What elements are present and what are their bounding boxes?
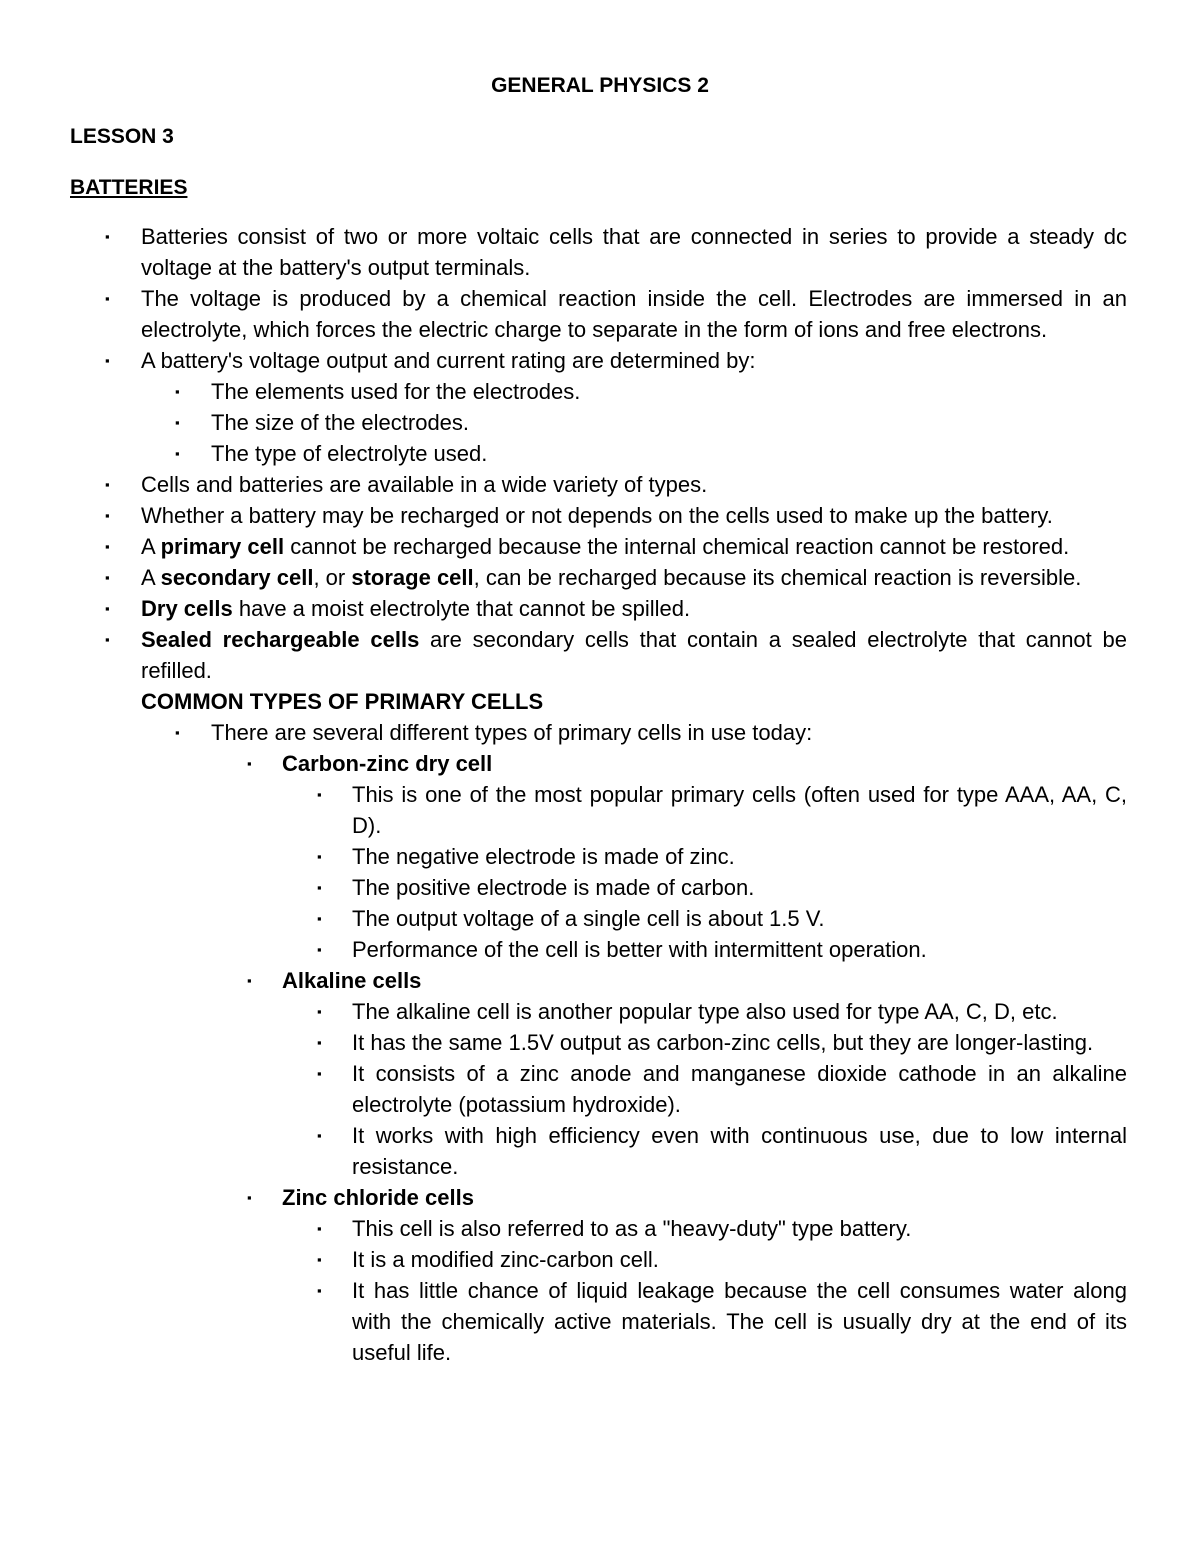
list-item (0, 1213, 1200, 1244)
item-text: The type of electrolyte used. (211, 441, 488, 466)
item-text: This cell is also referred to as a "heavy-duty" type battery. (352, 1216, 912, 1241)
list-item (0, 841, 1200, 872)
list-item (0, 438, 1200, 469)
item-text-part: are secondary cells that contain a sealed electrolyte that cannot be refilled. (141, 627, 1127, 683)
item-text: It has little chance of liquid leakage because the cell consumes water along with the chemically active materials. The cell is usually dry at the end of its useful life. (352, 1278, 1127, 1365)
item-text: The elements used for the electrodes. (211, 379, 581, 404)
list-item (0, 376, 1200, 407)
square-bullet-icon: ▪ (105, 353, 110, 368)
list-item (0, 872, 1200, 903)
square-bullet-icon: ▪ (105, 601, 110, 616)
section-heading: BATTERIES (70, 176, 188, 199)
item-text-part: cannot be recharged because the internal chemical reaction cannot be restored. (284, 534, 1070, 559)
item-text: The alkaline cell is another popular type also used for type AA, C, D, etc. (352, 999, 1058, 1024)
square-bullet-icon: ▪ (317, 1035, 322, 1050)
square-bullet-icon: ▪ (317, 849, 322, 864)
square-bullet-icon: ▪ (105, 291, 110, 306)
square-bullet-icon: ▪ (175, 446, 180, 461)
alkaline-title: Alkaline cells (282, 968, 422, 993)
storage-cell-term: storage cell (351, 565, 474, 590)
item-text: The output voltage of a single cell is about 1.5 V. (352, 906, 825, 931)
item-text: Whether a battery may be recharged or not depends on the cells used to make up the battery. (141, 503, 1053, 528)
square-bullet-icon: ▪ (247, 756, 252, 771)
square-bullet-icon: ▪ (317, 1004, 322, 1019)
square-bullet-icon: ▪ (317, 787, 322, 802)
list-item (0, 717, 1200, 748)
item-text-part: have a moist electrolyte that cannot be spilled. (232, 596, 691, 621)
list-item (0, 996, 1200, 1027)
square-bullet-icon: ▪ (175, 415, 180, 430)
list-item (0, 562, 1200, 593)
item-text: A battery's voltage output and current rating are determined by: (141, 348, 756, 373)
square-bullet-icon: ▪ (317, 1066, 322, 1081)
square-bullet-icon: ▪ (317, 1252, 322, 1267)
list-item (0, 469, 1200, 500)
item-text: It consists of a zinc anode and manganese dioxide cathode in an alkaline electrolyte (potassium hydroxide). (352, 1061, 1127, 1117)
secondary-cell-term: secondary cell (160, 565, 314, 590)
list-item (0, 500, 1200, 531)
item-text: The size of the electrodes. (211, 410, 470, 435)
list-item (0, 934, 1200, 965)
square-bullet-icon: ▪ (247, 973, 252, 988)
square-bullet-icon: ▪ (317, 911, 322, 926)
item-text-part: A (141, 534, 161, 559)
item-text: It has the same 1.5V output as carbon-zinc cells, but they are longer-lasting. (352, 1030, 1094, 1055)
carbon-zinc-title: Carbon-zinc dry cell (282, 751, 493, 776)
list-item (0, 1058, 1200, 1120)
item-text: Batteries consist of two or more voltaic cells that are connected in series to provide a steady dc voltage at the battery's output terminals. (141, 224, 1127, 280)
square-bullet-icon: ▪ (175, 725, 180, 740)
item-text: The voltage is produced by a chemical reaction inside the cell. Electrodes are immersed in an electrolyte, which forces the electric charge to separate in the form of ions and free electrons. (141, 286, 1127, 342)
square-bullet-icon: ▪ (105, 632, 110, 647)
square-bullet-icon: ▪ (105, 570, 110, 585)
item-text: The negative electrode is made of zinc. (352, 844, 735, 869)
document-body (0, 221, 1200, 1368)
subsection-title (0, 965, 1200, 996)
square-bullet-icon: ▪ (105, 477, 110, 492)
item-text: Cells and batteries are available in a wide variety of types. (141, 472, 708, 497)
zinc-chloride-title: Zinc chloride cells (282, 1185, 474, 1210)
square-bullet-icon: ▪ (105, 539, 110, 554)
list-item (0, 593, 1200, 624)
square-bullet-icon: ▪ (317, 1283, 322, 1298)
item-text-part: , can be recharged because its chemical reaction is reversible. (473, 565, 1082, 590)
lesson-label: LESSON 3 (70, 125, 174, 148)
list-item (0, 531, 1200, 562)
list-item (0, 283, 1200, 345)
list-item (0, 1027, 1200, 1058)
subsection-title (0, 1182, 1200, 1213)
list-item (0, 624, 1200, 686)
square-bullet-icon: ▪ (317, 1128, 322, 1143)
document-title: GENERAL PHYSICS 2 (491, 74, 709, 97)
item-text: The positive electrode is made of carbon. (352, 875, 755, 900)
list-item (0, 1120, 1200, 1182)
item-text: It is a modified zinc-carbon cell. (352, 1247, 659, 1272)
item-text: There are several different types of primary cells in use today: (211, 720, 813, 745)
list-item (0, 903, 1200, 934)
list-item (0, 1275, 1200, 1368)
item-text: It works with high efficiency even with continuous use, due to low internal resistance. (352, 1123, 1127, 1179)
list-item (0, 779, 1200, 841)
square-bullet-icon: ▪ (317, 1221, 322, 1236)
subsection-title (0, 748, 1200, 779)
item-text: Performance of the cell is better with intermittent operation. (352, 937, 927, 962)
list-item (0, 345, 1200, 376)
square-bullet-icon: ▪ (105, 229, 110, 244)
item-text: This is one of the most popular primary cells (often used for type AAA, AA, C, D). (352, 782, 1127, 838)
item-text-part: , or (313, 565, 352, 590)
primary-cell-term: primary cell (160, 534, 285, 559)
list-item (0, 1244, 1200, 1275)
list-item (0, 221, 1200, 283)
square-bullet-icon: ▪ (247, 1190, 252, 1205)
item-text-part: A (141, 565, 161, 590)
square-bullet-icon: ▪ (317, 942, 322, 957)
sealed-rechargeable-term: Sealed rechargeable cells (141, 627, 420, 652)
primary-cells-heading: COMMON TYPES OF PRIMARY CELLS (141, 689, 544, 714)
square-bullet-icon: ▪ (317, 880, 322, 895)
dry-cells-term: Dry cells (141, 596, 233, 621)
square-bullet-icon: ▪ (105, 508, 110, 523)
list-item (0, 407, 1200, 438)
square-bullet-icon: ▪ (175, 384, 180, 399)
